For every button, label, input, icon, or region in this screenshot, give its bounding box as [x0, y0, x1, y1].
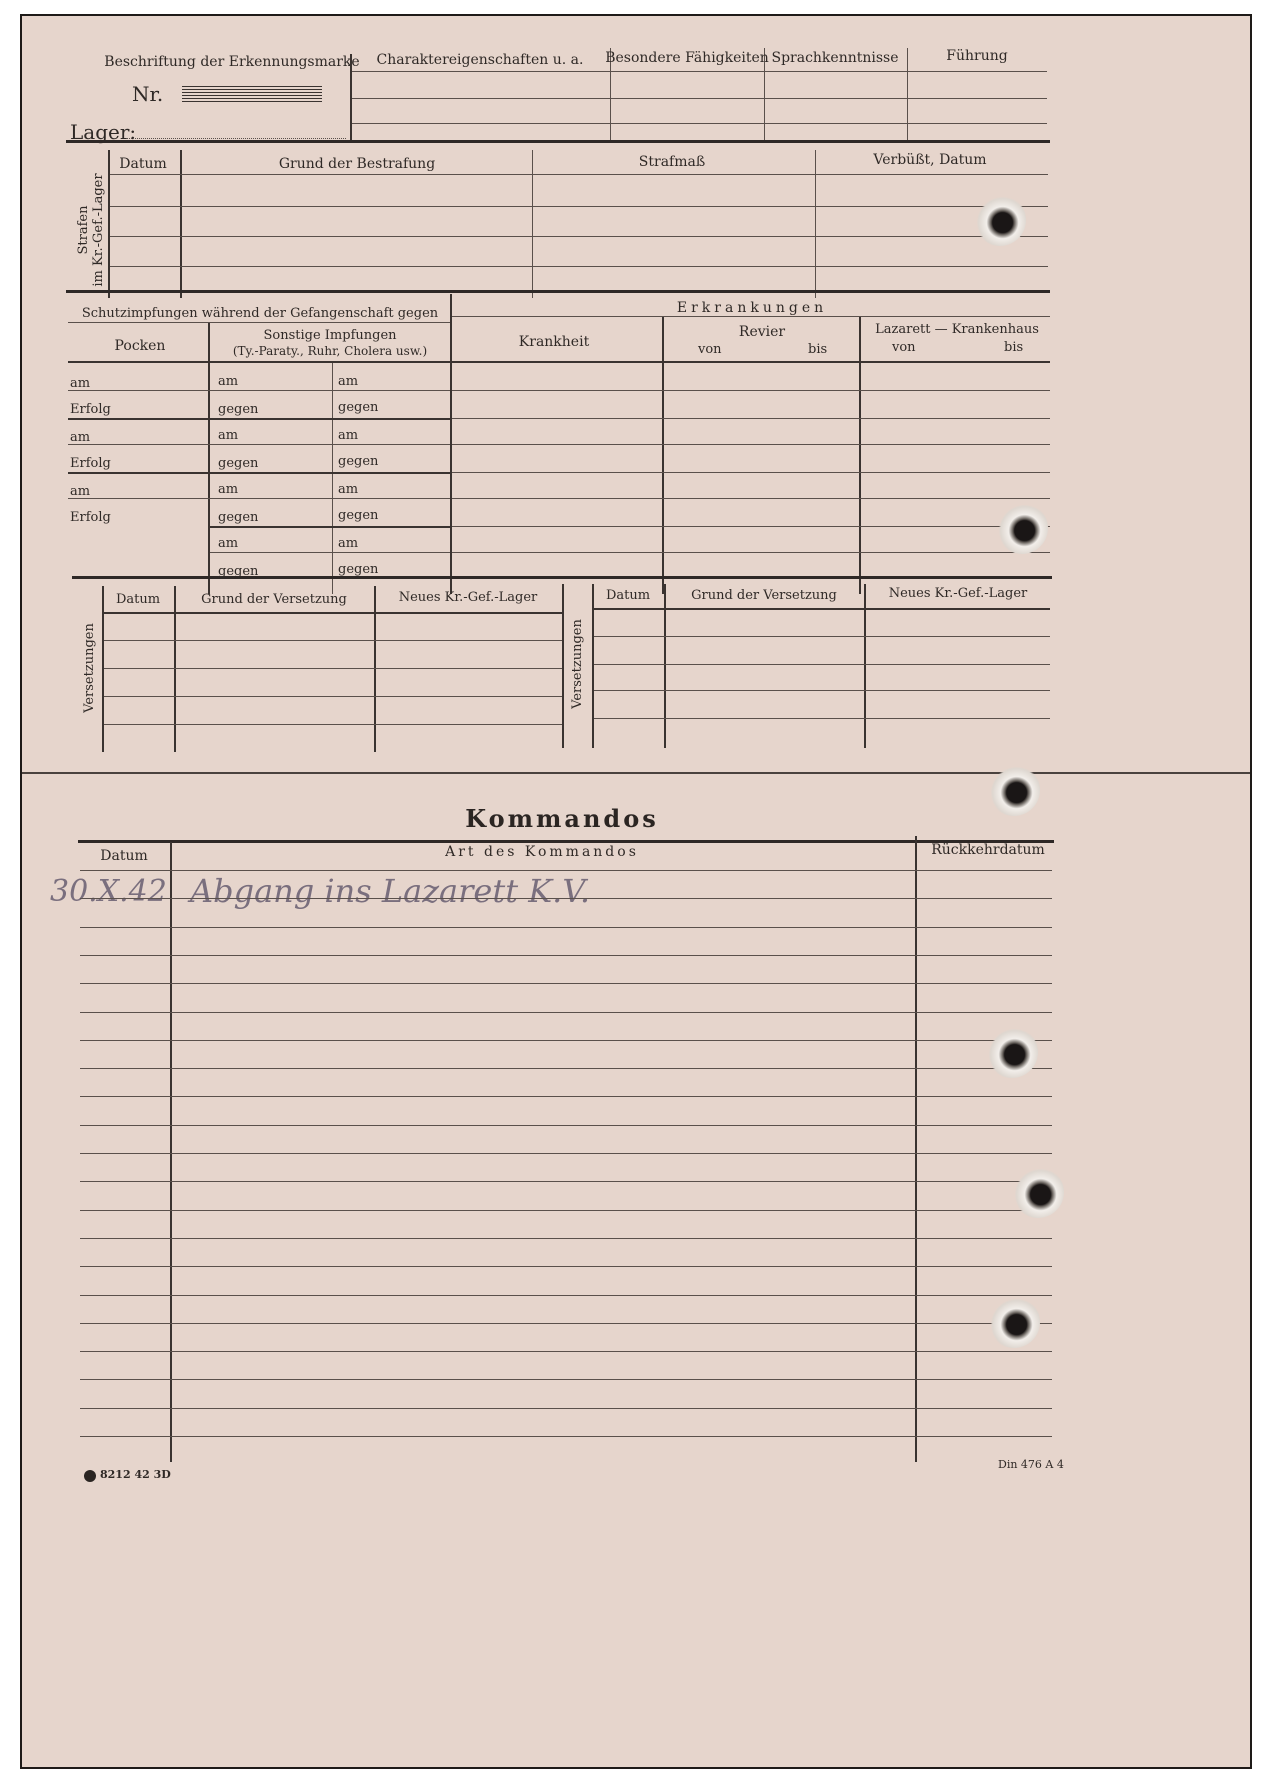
vers2-col-datum: Datum — [605, 588, 651, 603]
vers1-side-label: Versetzungen — [82, 623, 97, 713]
punch-hole — [988, 1296, 1040, 1348]
col-lazarett: Lazarett — Krankenhaus — [875, 322, 1039, 337]
kommandos-row-line — [80, 898, 1052, 899]
entry-text: Abgang ins Lazarett K.V. — [190, 872, 591, 910]
lager-field[interactable] — [126, 138, 346, 139]
sonst-gegen-1b: gegen — [338, 400, 379, 415]
sonst-am-2b: am — [338, 428, 359, 443]
vers2-col-neues: Neues Kr.-Gef.-Lager — [888, 586, 1028, 601]
punch-hole — [996, 502, 1048, 554]
sonst-am-1b: am — [338, 374, 359, 389]
entry-date: 30.X.42 — [50, 874, 167, 909]
kommandos-row-line — [80, 1238, 1052, 1239]
kommandos-row-line — [80, 1153, 1052, 1154]
kommandos-row-line — [80, 1295, 1052, 1296]
strafen-col-verbuesst: Verbüßt, Datum — [873, 152, 987, 168]
sonst-gegen-4a: gegen — [218, 564, 259, 579]
kommandos-row-line — [80, 1379, 1052, 1380]
sonst-am-4b: am — [338, 536, 359, 551]
col-charakter: Charaktereigenschaften u. a. — [376, 52, 584, 68]
kommandos-row-line — [80, 1181, 1052, 1182]
punch-hole — [1012, 1166, 1064, 1218]
kommandos-row-line — [80, 1351, 1052, 1352]
kommandos-row-line — [80, 1012, 1052, 1013]
lazarett-bis: bis — [1004, 340, 1024, 355]
strafen-col-strafmass: Strafmaß — [638, 154, 706, 170]
sonst-am-3b: am — [338, 482, 359, 497]
kommandos-row-line — [80, 1323, 1052, 1324]
form-page — [20, 14, 1252, 1769]
col-faehigkeiten: Besondere Fähigkeiten — [605, 50, 769, 66]
pocken-am-2: am — [70, 430, 91, 445]
vers1-col-datum: Datum — [115, 592, 161, 607]
print-code: 8212 42 3D — [100, 1468, 171, 1481]
col-pocken: Pocken — [114, 338, 166, 354]
sonst-gegen-2b: gegen — [338, 454, 379, 469]
vers1-col-neues: Neues Kr.-Gef.-Lager — [398, 590, 538, 605]
kommandos-row-line — [80, 1408, 1052, 1409]
col-sonstige-l2: (Ty.-Paraty., Ruhr, Cholera usw.) — [232, 344, 428, 358]
kommandos-row-line — [80, 1210, 1052, 1211]
sonst-am-2a: am — [218, 428, 239, 443]
kommandos-row-line — [80, 983, 1052, 984]
kommandos-row-line — [80, 1125, 1052, 1126]
kommandos-col-art: Art des Kommandos — [445, 844, 639, 860]
sonst-gegen-1a: gegen — [218, 402, 259, 417]
kommandos-row-line — [80, 1436, 1052, 1437]
col-sprachen: Sprachkenntnisse — [771, 50, 899, 66]
col-sonstige-l1: Sonstige Impfungen — [263, 328, 397, 343]
sonst-gegen-2a: gegen — [218, 456, 259, 471]
kommandos-row-line — [80, 1068, 1052, 1069]
sonst-gegen-3a: gegen — [218, 510, 259, 525]
pocken-am-1: am — [70, 376, 91, 391]
revier-von: von — [698, 342, 722, 357]
erkrankungen-header: Erkrankungen — [676, 300, 828, 316]
nr-field-lines — [182, 86, 322, 102]
kommandos-col-rueckkehr: Rückkehrdatum — [931, 842, 1045, 858]
sonst-am-3a: am — [218, 482, 239, 497]
kommandos-title: Kommandos — [465, 804, 659, 833]
strafen-col-grund: Grund der Bestrafung — [278, 156, 436, 172]
punch-hole — [988, 764, 1040, 816]
lager-label: Lager: — [70, 120, 137, 144]
nr-label: Nr. — [132, 82, 164, 106]
pocken-am-3: am — [70, 484, 91, 499]
erkennungsmarke-label: Beschriftung der Erkennungsmarke — [104, 54, 360, 70]
pocken-erfolg-2: Erfolg — [70, 456, 111, 471]
vers2-col-grund: Grund der Versetzung — [691, 588, 837, 603]
kommandos-row-line — [80, 870, 1052, 871]
sonst-gegen-3b: gegen — [338, 508, 379, 523]
pocken-erfolg-3: Erfolg — [70, 510, 111, 525]
sonst-gegen-4b: gegen — [338, 562, 379, 577]
vers1-col-grund: Grund der Versetzung — [201, 592, 347, 607]
col-fuehrung: Führung — [946, 48, 1008, 64]
impfungen-header: Schutzimpfungen während der Gefangenschaft gegen — [81, 306, 439, 321]
col-krankheit: Krankheit — [518, 334, 590, 350]
kommandos-row-line — [80, 1266, 1052, 1267]
din-label: Din 476 A 4 — [998, 1458, 1064, 1471]
kommandos-row-line — [80, 1040, 1052, 1041]
pocken-erfolg-1: Erfolg — [70, 402, 111, 417]
vers2-side-label: Versetzungen — [570, 619, 585, 709]
sonst-am-1a: am — [218, 374, 239, 389]
revier-bis: bis — [808, 342, 828, 357]
fold-line — [22, 772, 1252, 774]
kommandos-row-line — [80, 1096, 1052, 1097]
strafen-col-datum: Datum — [119, 156, 167, 172]
kommandos-col-datum: Datum — [100, 848, 148, 864]
strafen-side-label: Strafen im Kr.-Gef.-Lager — [76, 173, 106, 287]
kommandos-row-line — [80, 927, 1052, 928]
punch-hole — [986, 1026, 1038, 1078]
kommandos-row-line — [80, 955, 1052, 956]
punch-hole — [974, 194, 1026, 246]
lazarett-von: von — [892, 340, 916, 355]
col-revier: Revier — [738, 324, 786, 340]
sonst-am-4a: am — [218, 536, 239, 551]
eagle-stamp-icon — [84, 1470, 96, 1482]
